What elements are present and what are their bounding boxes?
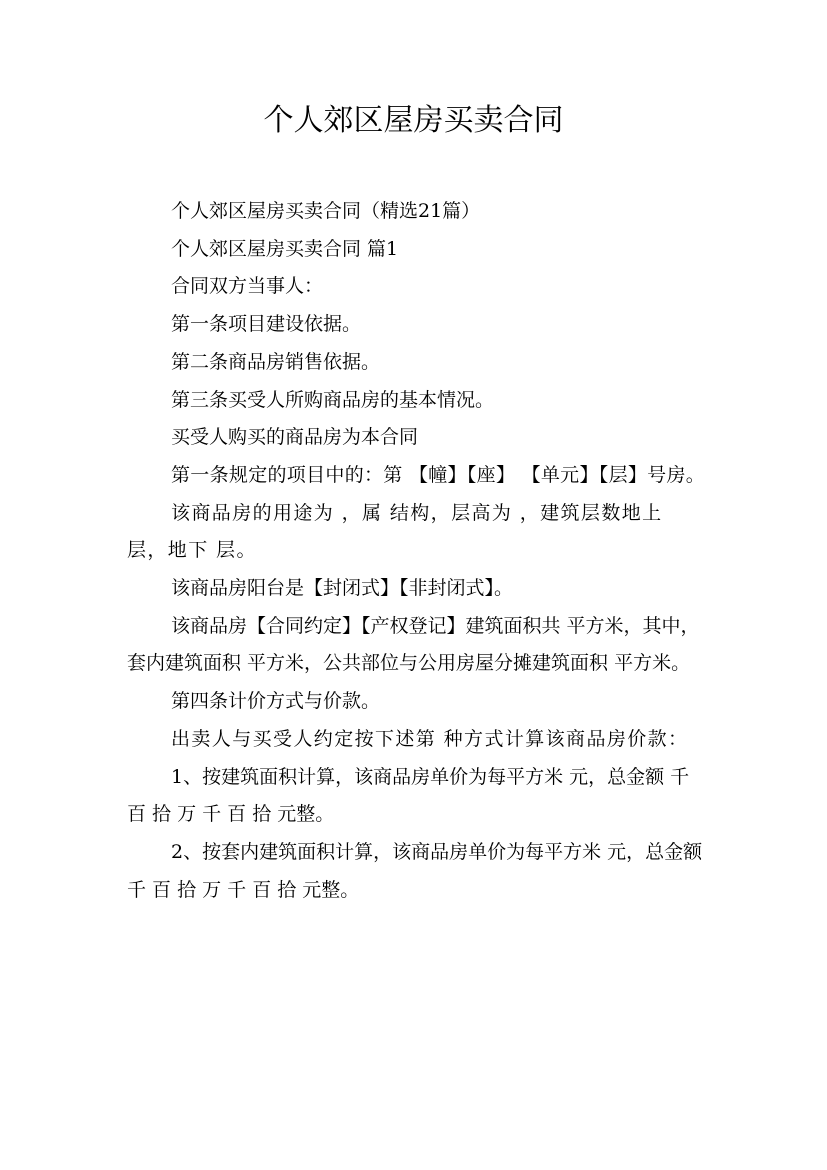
document-title: 个人郊区屋房买卖合同 [263,103,564,138]
paragraph-3: 合同双方当事人： [171,275,324,298]
paragraph-6: 第三条买受人所购商品房的基本情况。 [171,388,495,411]
paragraph-9: 该商品房的用途为 ，属 结构，层高为 ，建筑层数地上 层，地下 层。 [127,501,663,562]
paragraph-14: 1、按建筑面积计算，该商品房单价为每平方米 元，总金额 千 百 拾 万 千 百 拾 元整。 [127,765,690,826]
paragraph-10: 该商品房阳台是【封闭式】【非封闭式】。 [171,577,514,600]
document-body [127,193,707,909]
paragraph-13: 出卖人与买受人约定按下述第 种方式计算该商品房价款： [171,727,689,750]
paragraph-7: 买受人购买的商品房为本合同 [171,426,419,449]
paragraph-8: 第一条规定的项目中的：第 【幢】【座】 【单元】【层】号房。 [171,463,706,486]
paragraph-15: 2、按套内建筑面积计算，该商品房单价为每平方米 元，总金额 千 百 拾 万 千 百 拾 元整。 [127,840,703,901]
paragraph-5: 第二条商品房销售依据。 [171,350,381,373]
paragraph-12: 第四条计价方式与价款。 [171,690,381,713]
paragraph-2: 个人郊区屋房买卖合同 篇1 [171,237,399,260]
paragraph-4: 第一条项目建设依据。 [171,313,362,336]
paragraph-1: 个人郊区屋房买卖合同（精选21篇） [171,200,481,222]
paragraph-11: 该商品房【合同约定】【产权登记】建筑面积共 平方米，其中，套内建筑面积 平方米，公共部位与公用房屋分摊建筑面积 平方米。 [127,614,700,675]
